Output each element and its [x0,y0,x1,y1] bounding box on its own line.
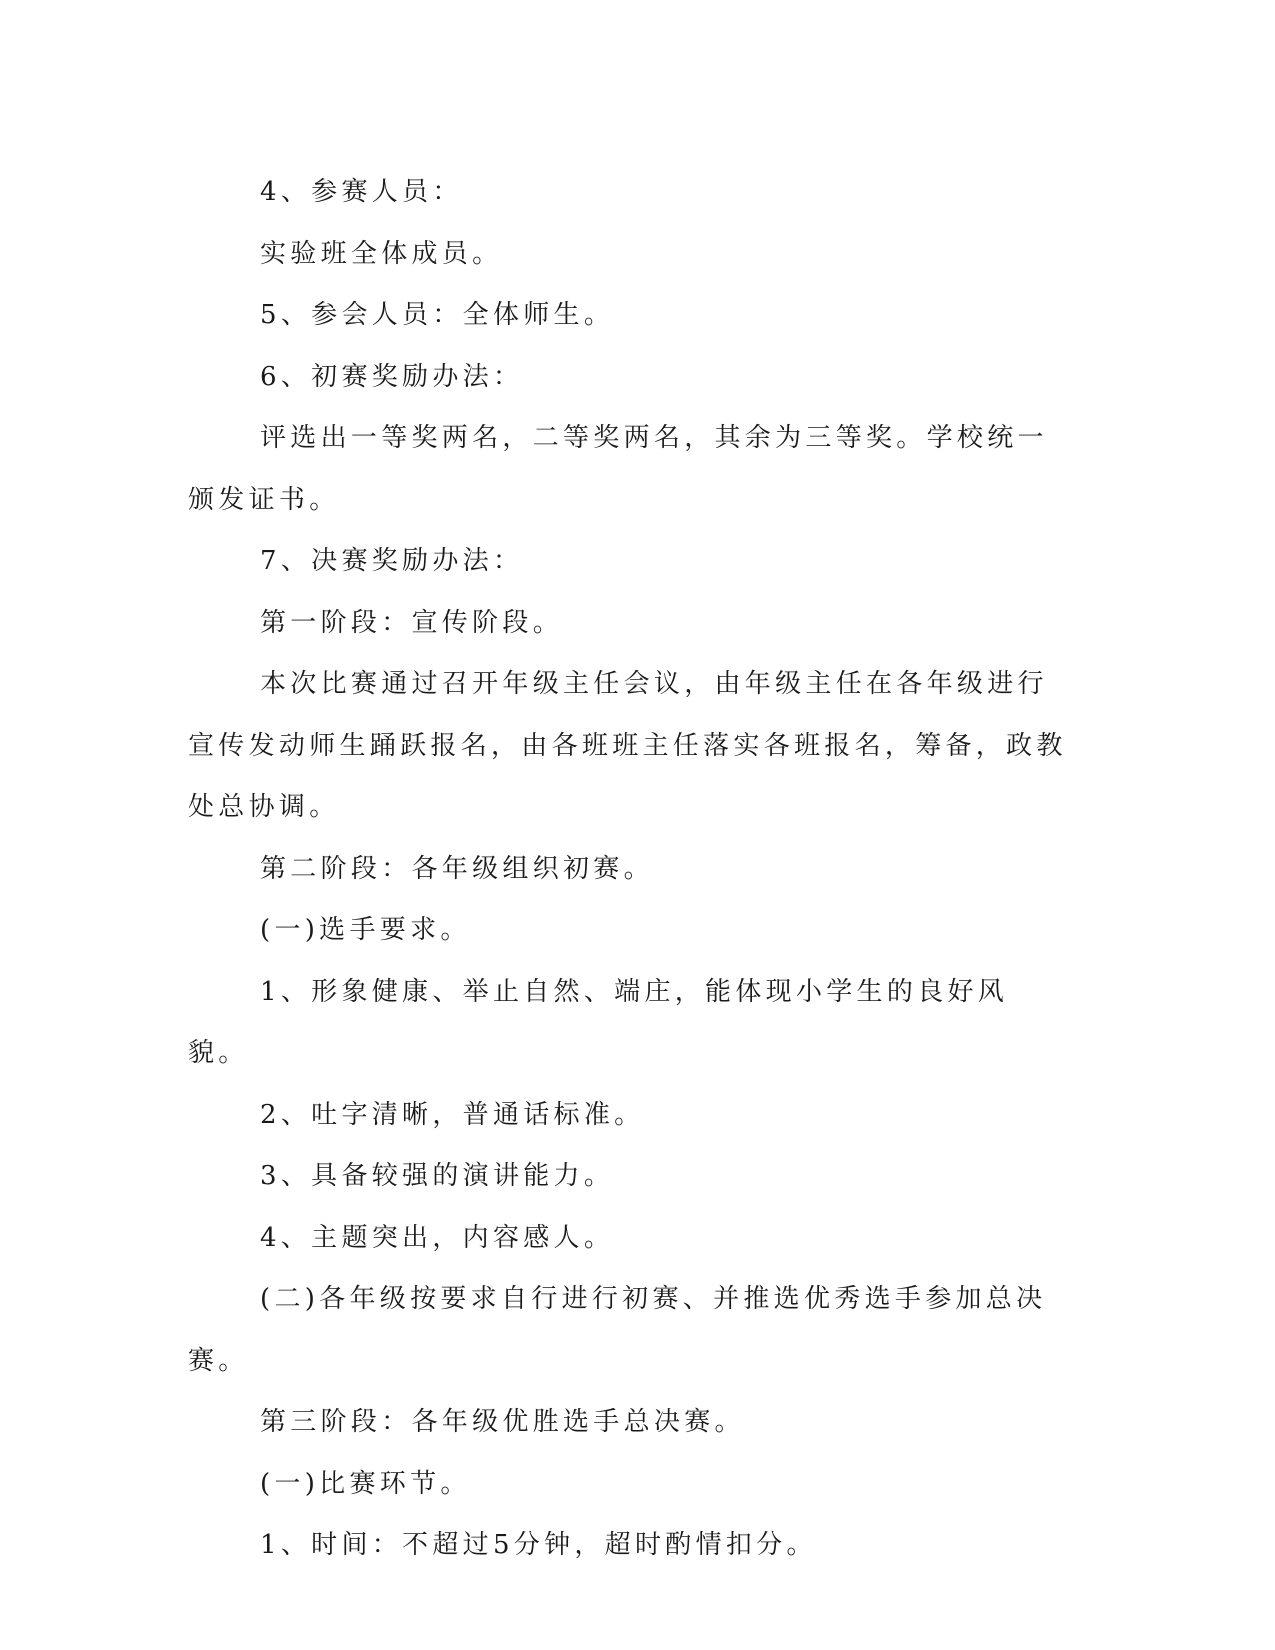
paragraph: (一)比赛环节。 [260,1468,471,1499]
paragraph: 4、参赛人员： [260,177,463,207]
paragraph: 5、参会人员：全体师生。 [260,300,615,330]
paragraph: 第三阶段：各年级优胜选手总决赛。 [260,1407,745,1437]
paragraph: 3、具备较强的演讲能力。 [260,1161,615,1191]
paragraph: 7、决赛奖励办法： [260,546,524,576]
paragraph: 1、时间：不超过5分钟，超时酌情扣分。 [260,1530,817,1560]
paragraph: 第一阶段：宣传阶段。 [260,607,564,638]
paragraph: 4、主题突出，内容感人。 [260,1222,615,1253]
paragraph: 评选出一等奖两名，二等奖两名，其余为三等奖。学校统一颁发证书。 [188,423,1048,515]
paragraph: 实验班全体成员。 [260,238,503,269]
paragraph: 第二阶段：各年级组织初赛。 [260,853,654,884]
paragraph: 2、吐字清晰，普通话标准。 [260,1099,645,1130]
paragraph: 1、形象健康、举止自然、端庄，能体现小学生的良好风貌。 [188,976,1009,1068]
paragraph: (一)选手要求。 [260,915,471,945]
paragraph: 本次比赛通过召开年级主任会议，由年级主任在各年级进行宣传发动师生踊跃报名，由各班班主任落实各班报名，筹备，政教处总协调。 [188,669,1067,822]
paragraph: (二)各年级按要求自行进行初赛、并推选优秀选手参加总决赛。 [188,1284,1047,1376]
paragraph: 6、初赛奖励办法： [260,361,524,392]
document-body [188,162,1068,1577]
